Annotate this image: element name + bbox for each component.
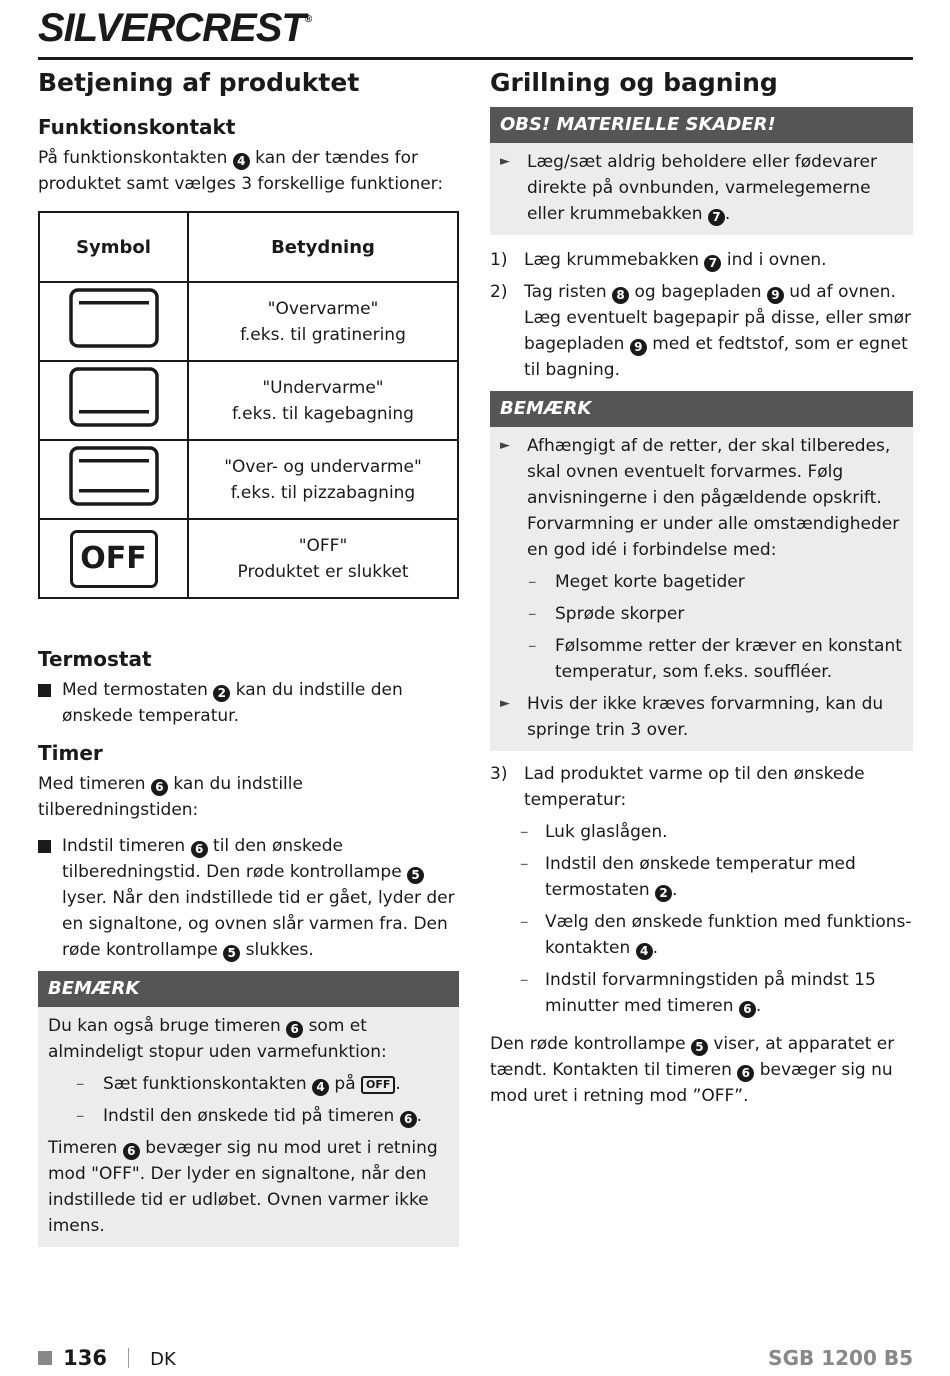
note-text: Timeren 6 bevæger sig nu mod uret i retning mod "OFF". Der lyder en signaltone, når den indstillede tid er udløbet. Ovnen varmer ikke imens. <box>48 1138 438 1236</box>
funktionskontakt-text: På funktionskontakten 4 kan der tændes for produktet samt vælges 3 forskellige funktioner: <box>38 148 444 194</box>
meaning-cell: "OFF" Produktet er slukket <box>188 519 458 598</box>
page-number: 136 <box>63 1346 107 1370</box>
list-item: ► Læg/sæt aldrig beholdere eller fødevarer direkte på ovnbunden, varmelegemerne eller krummebakken 7 . <box>500 149 903 227</box>
top-bottom-heat-icon <box>39 440 188 519</box>
note-header: BEMÆRK <box>490 391 913 427</box>
list-item: Med termostaten 2 kan du indstille den ønskede temperatur. <box>38 677 459 729</box>
note-box <box>38 971 459 1247</box>
step-item: 1) Læg krummebakken 7 ind i ovnen. <box>490 250 827 270</box>
col-meaning-header: Betydning <box>188 212 458 282</box>
list-item: – Sprøde skorper <box>500 601 903 627</box>
timer-text: Med timeren 6 kan du indstille tilberedningstiden: <box>38 774 303 820</box>
table-row <box>39 519 458 598</box>
footer-square-icon <box>38 1351 52 1365</box>
list-item: – Meget korte bagetider <box>500 569 903 595</box>
list-item: – Indstil forvarmningstiden på mindst 15 minutter med timeren 6 . <box>490 967 913 1019</box>
section-title: Betjening af produktet <box>38 68 360 97</box>
language-code: DK <box>150 1349 176 1370</box>
top-heat-icon <box>39 282 188 361</box>
header-rule <box>38 57 913 60</box>
list-item: – Luk glaslågen. <box>490 819 913 845</box>
list-item: – Indstil den ønskede tid på timeren 6 . <box>48 1103 449 1129</box>
off-icon: OFF <box>361 1076 395 1094</box>
funktionskontakt-heading: Funktionskontakt <box>38 115 236 139</box>
table-row <box>39 361 458 440</box>
ref-number: 4 <box>233 153 250 170</box>
page-footer <box>38 1346 913 1376</box>
list-item: – Vælg den ønskede funktion med funktionskontakten 4 . <box>490 909 913 961</box>
note-box <box>490 391 913 751</box>
brand-logo: SILVERCREST® <box>38 6 312 50</box>
meaning-cell: "Undervarme" f.eks. til kagebagning <box>188 361 458 440</box>
warning-header: OBS! MATERIELLE SKADER! <box>490 107 913 143</box>
section-title: Grillning og bagning <box>490 68 778 97</box>
list-item: ► Hvis der ikke kræves forvarmning, kan du springe trin 3 over. <box>500 691 903 743</box>
table-row <box>39 440 458 519</box>
warning-box <box>490 107 913 235</box>
list-item: ► Afhængigt af de retter, der skal tilberedes, skal ovnen eventuelt forvarmes. Følg anvisningerne i den pågældende opskrift. Forvarmning er under alle omstændigheder en god idé i forbindelse med: <box>500 433 903 563</box>
right-column <box>490 66 913 1109</box>
col-symbol-header: Symbol <box>39 212 188 282</box>
meaning-cell: "Overvarme" f.eks. til gratinering <box>188 282 458 361</box>
step-item: 3) Lad produktet varme op til den ønskede temperatur: <box>490 764 865 810</box>
table-row <box>39 282 458 361</box>
list-item: – Sæt funktionskontakten 4 på OFF . <box>48 1071 449 1097</box>
list-item: – Følsomme retter der kræver en konstant temperatur, som f.eks. souffléer. <box>500 633 903 685</box>
list-item: – Indstil den ønskede temperatur med termostaten 2 . <box>490 851 913 903</box>
bottom-heat-icon <box>39 361 188 440</box>
timer-heading: Timer <box>38 741 103 765</box>
note-header: BEMÆRK <box>38 971 459 1007</box>
model-number: SGB 1200 B5 <box>768 1346 913 1370</box>
termostat-heading: Termostat <box>38 647 152 671</box>
note-text: Du kan også bruge timeren 6 som et almindeligt stopur uden varmefunktion: <box>48 1016 387 1062</box>
off-icon: OFF <box>39 519 188 598</box>
symbol-table <box>38 211 459 599</box>
list-item: Indstil timeren 6 til den ønskede tilberedningstid. Den røde kontrollampe 5 lyser. Når den indstillede tid er gået, lyder der en signaltone, og ovnen slår varmen fra. Den røde kontrollampe 5 slukkes. <box>38 833 459 963</box>
step-item: 2) Tag risten 8 og bagepladen 9 ud af ovnen. Læg eventuelt bagepapir på disse, eller smør bagepladen 9 med et fedtstof, som er egnet til bagning. <box>490 282 912 380</box>
meaning-cell: "Over- og undervarme" f.eks. til pizzabagning <box>188 440 458 519</box>
final-text: Den røde kontrollampe 5 viser, at apparatet er tændt. Kontakten til timeren 6 bevæger sig nu mod uret i retning mod ”OFF”. <box>490 1034 895 1106</box>
left-column <box>38 66 459 1247</box>
